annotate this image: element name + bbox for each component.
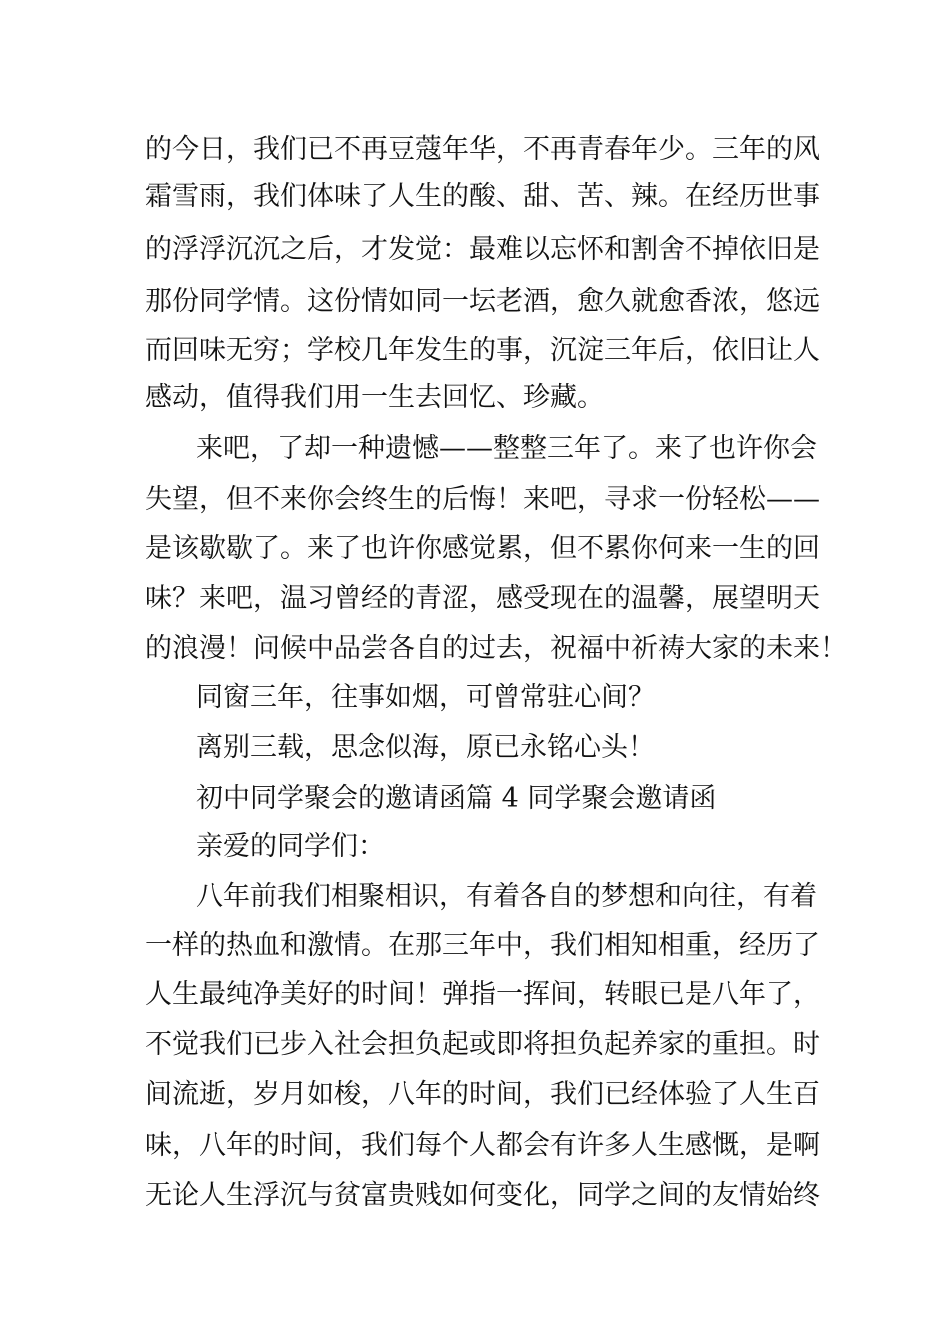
text-line: 八年前我们相聚相识，有着各自的梦想和向往，有着 xyxy=(196,881,817,912)
text-line: 同窗三年，往事如烟，可曾常驻心间？ xyxy=(196,682,655,713)
text-line: 一样的热血和激情。在那三年中，我们相知相重，经历了 xyxy=(145,930,820,961)
text-line: 间流逝，岁月如梭，八年的时间，我们已经体验了人生百 xyxy=(145,1079,820,1110)
text-line: 而回味无穷；学校几年发生的事，沉淀三年后，依旧让人 xyxy=(145,335,820,366)
text-line: 是该歇歇了。来了也许你感觉累，但不累你何来一生的回 xyxy=(145,533,820,564)
text-line: 离别三载，思念似海，原已永铭心头！ xyxy=(196,732,655,763)
text-line: 的浮浮沉沉之后，才发觉：最难以忘怀和割舍不掉依旧是 xyxy=(145,234,820,265)
text-line: 人生最纯净美好的时间！弹指一挥间，转眼已是八年了， xyxy=(145,979,820,1010)
text-line: 味，八年的时间，我们每个人都会有许多人生感慨，是啊 xyxy=(145,1130,820,1161)
text-line: 失望，但不来你会终生的后悔！来吧，寻求一份轻松—— xyxy=(145,484,820,515)
text-line: 的浪漫！问候中品尝各自的过去，祝福中祈祷大家的未来！ xyxy=(145,633,847,664)
text-line: 无论人生浮沉与贫富贵贱如何变化，同学之间的友情始终 xyxy=(145,1180,820,1211)
text-line: 霜雪雨，我们体味了人生的酸、甜、苦、辣。在经历世事 xyxy=(145,181,820,212)
text-line: 感动，值得我们用一生去回忆、珍藏。 xyxy=(145,382,604,413)
text-line: 的今日，我们已不再豆蔻年华，不再青春年少。三年的风 xyxy=(145,134,820,165)
text-line: 来吧，了却一种遗憾——整整三年了。来了也许你会 xyxy=(196,433,817,464)
section-heading: 初中同学聚会的邀请函篇 4 同学聚会邀请函 xyxy=(196,783,717,814)
text-line: 不觉我们已步入社会担负起或即将担负起养家的重担。时 xyxy=(145,1029,820,1060)
text-line: 味？来吧，温习曾经的青涩，感受现在的温馨，展望明天 xyxy=(145,583,820,614)
text-line: 那份同学情。这份情如同一坛老酒，愈久就愈香浓，悠远 xyxy=(145,286,820,317)
salutation: 亲爱的同学们： xyxy=(196,831,385,862)
